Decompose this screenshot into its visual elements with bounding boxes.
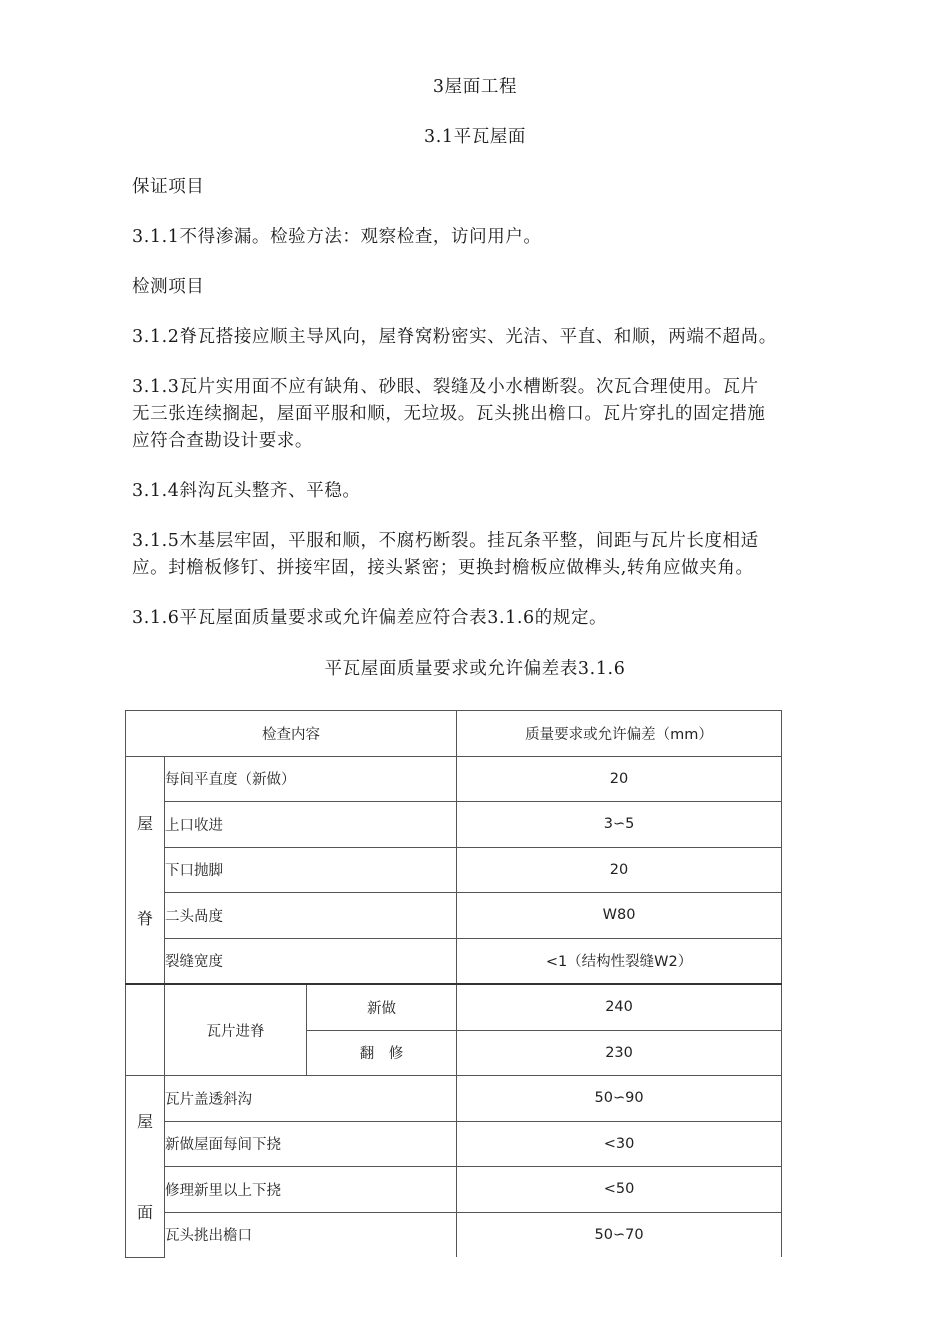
deviation-table xyxy=(125,710,782,1258)
row-item: 瓦头挑出檐口 xyxy=(165,1212,457,1257)
section-heading: 3.1平瓦屋面 xyxy=(423,127,527,147)
row-subitem: 新做 xyxy=(307,984,457,1030)
guarantee-items-label: 保证项目 xyxy=(132,177,205,197)
clause-3-1-3-line1: 3.1.3瓦片实用面不应有缺角、砂眼、裂缝及小水槽断裂。次瓦合理使用。瓦片 xyxy=(132,377,759,397)
clause-3-1-4: 3.1.4斜沟瓦头整齐、平稳。 xyxy=(132,481,361,501)
row-value: 240 xyxy=(457,984,782,1030)
clause-3-1-3-line2: 无三张连续搁起，屋面平服和顺，无垃圾。瓦头挑出檐口。瓦片穿扎的固定措施 xyxy=(132,404,766,424)
row-value: 50∽70 xyxy=(457,1212,782,1257)
roof-group-label: 屋 面 xyxy=(126,1076,165,1258)
clause-3-1-5-line2: 应。封檐板修钉、拼接牢固，接头紧密；更换封檐板应做榫头,转角应做夹角。 xyxy=(132,558,754,578)
row-subitem: 翻 修 xyxy=(307,1030,457,1076)
page-heading: 3屋面工程 xyxy=(432,77,518,97)
row-item: 裂缝宽度 xyxy=(165,938,457,984)
tile-entry-label: 瓦片进脊 xyxy=(165,984,307,1076)
row-value: <50 xyxy=(457,1167,782,1213)
ridge-group-label: 屋 脊 xyxy=(126,756,165,984)
table-row xyxy=(126,1121,782,1167)
table-row xyxy=(126,1076,782,1122)
row-item: 新做屋面每间下挠 xyxy=(165,1121,457,1167)
clause-3-1-2: 3.1.2脊瓦搭接应顺主导风向，屋脊窝粉密实、光洁、平直、和顺，两端不超咼。 xyxy=(132,327,777,347)
table-row xyxy=(126,1167,782,1213)
table-row xyxy=(126,893,782,939)
empty-group-cell xyxy=(126,984,165,1076)
row-value: <1（结构性裂缝W2） xyxy=(457,938,782,984)
header-item: 检查内容 xyxy=(126,711,457,757)
table-caption: 平瓦屋面质量要求或允许偏差表3.1.6 xyxy=(324,659,626,679)
table-header-row xyxy=(126,711,782,757)
row-item: 瓦片盖透斜沟 xyxy=(165,1076,457,1122)
row-item: 每间平直度（新做） xyxy=(165,756,457,802)
table-row xyxy=(126,938,782,984)
row-value: W80 xyxy=(457,893,782,939)
row-value: 50∽90 xyxy=(457,1076,782,1122)
clause-3-1-1: 3.1.1不得渗漏。检验方法：观察检查，访问用户。 xyxy=(132,227,542,247)
inspection-items-label: 检测项目 xyxy=(132,277,205,297)
row-value: 230 xyxy=(457,1030,782,1076)
clause-3-1-5-line1: 3.1.5木基层牢固，平服和顺，不腐朽断裂。挂瓦条平整，间距与瓦片长度相适 xyxy=(132,531,759,551)
row-item: 上口收进 xyxy=(165,802,457,848)
clause-3-1-3-line3: 应符合查勘设计要求。 xyxy=(132,431,313,451)
table-row xyxy=(126,802,782,848)
row-value: <30 xyxy=(457,1121,782,1167)
row-item: 二头咼度 xyxy=(165,893,457,939)
header-value: 质量要求或允许偏差（mm） xyxy=(457,711,782,757)
row-item: 修理新里以上下挠 xyxy=(165,1167,457,1213)
row-value: 3∽5 xyxy=(457,802,782,848)
row-item: 下口抛脚 xyxy=(165,847,457,893)
table-row xyxy=(126,984,782,1030)
table-row xyxy=(126,847,782,893)
row-value: 20 xyxy=(457,847,782,893)
clause-3-1-6: 3.1.6平瓦屋面质量要求或允许偏差应符合表3.1.6的规定。 xyxy=(132,608,608,628)
table-row xyxy=(126,756,782,802)
row-value: 20 xyxy=(457,756,782,802)
table-row xyxy=(126,1212,782,1257)
